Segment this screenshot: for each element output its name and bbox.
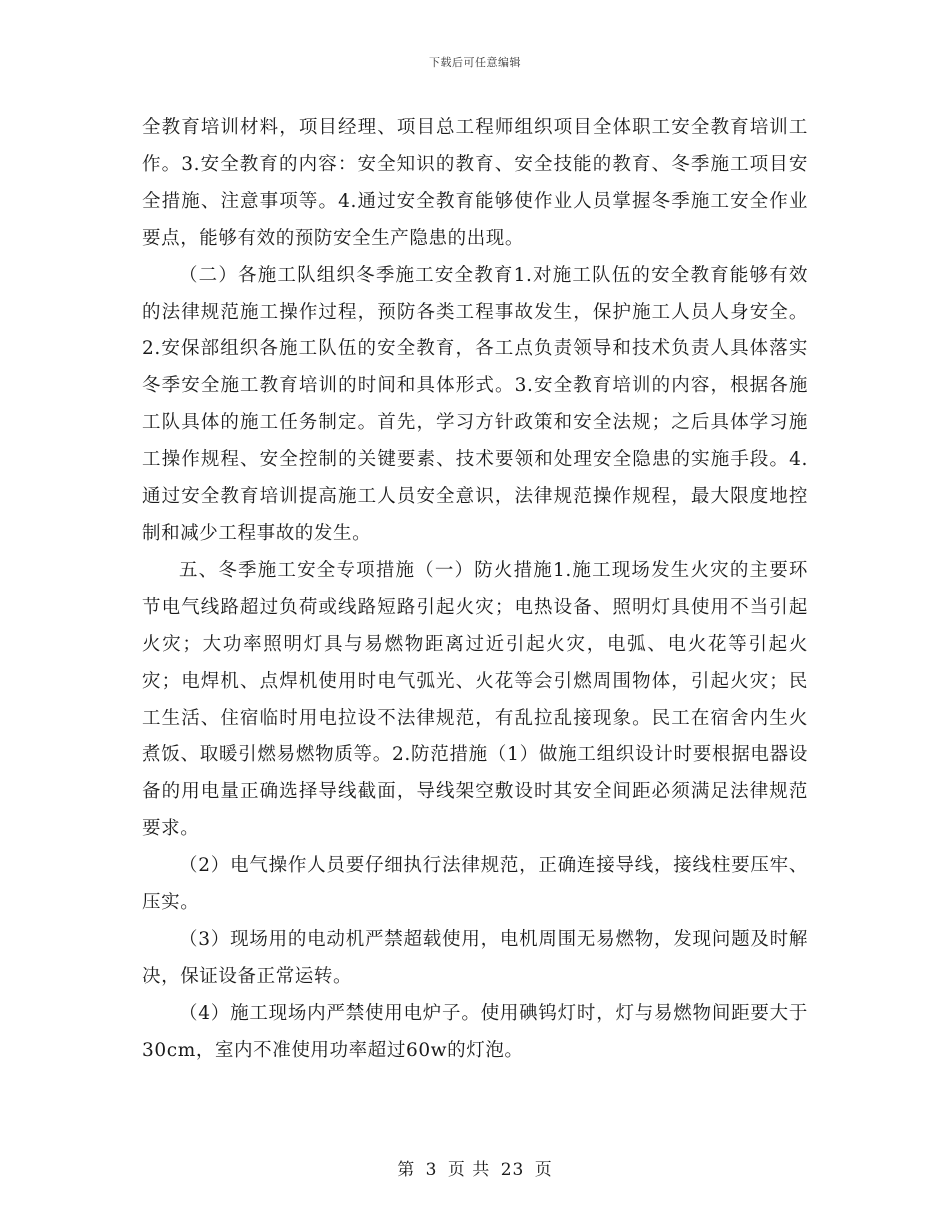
footer-page-number: 3 (425, 1160, 438, 1180)
paragraph-6: （4）施工现场内严禁使用电炉子。使用碘钨灯时，灯与易燃物间距要大于30cm，室内不准使用功率超过60w的灯泡。 (142, 1002, 808, 1061)
page-header: 下载后可任意编辑 (429, 56, 521, 69)
paragraph-1: 全教育培训材料，项目经理、项目总工程师组织项目全体职工安全教育培训工作。3.安全教育的内容：安全知识的教育、安全技能的教育、冬季施工项目安全措施、注意事项等。4.通过安全教育能够使作业人员掌握冬季施工安全作业要点，能够有效的预防安全生产隐患的出现。 (142, 117, 808, 249)
footer-suffix: 页 (534, 1160, 553, 1180)
page-footer (0, 1155, 950, 1180)
paragraph-2: （二）各施工队组织冬季施工安全教育1.对施工队伍的安全教育能够有效的法律规范施工操作过程，预防各类工程事故发生，保护施工人员人身安全。2.安保部组织各施工队伍的安全教育，各工点负责领导和技术负责人具体落实冬季安全施工教育培训的时间和具体形式。3.安全教育培训的内容，根据各施工队具体的施工任务制定。首先，学习方针政策和安全法规；之后具体学习施工操作规程、安全控制的关键要素、技术要领和处理安全隐患的实施手段。4.通过安全教育培训提高施工人员安全意识，法律规范操作规程，最大限度地控制和减少工程事故的发生。 (142, 264, 808, 544)
footer-middle: 页 共 (447, 1160, 491, 1180)
document-body (142, 110, 808, 1070)
footer-total-pages: 23 (500, 1160, 525, 1180)
paragraph-5: （3）现场用的电动机严禁超载使用，电机周围无易燃物，发现问题及时解决，保证设备正常运转。 (142, 928, 808, 987)
footer-prefix: 第 (397, 1160, 416, 1180)
paragraph-3: 五、冬季施工安全专项措施（一）防火措施1.施工现场发生火灾的主要环节电气线路超过负荷或线路短路引起火灾；电热设备、照明灯具使用不当引起火灾；大功率照明灯具与易燃物距离过近引起火灾，电弧、电火花等引起火灾；电焊机、点焊机使用时电气弧光、火花等会引燃周围物体，引起火灾；民工生活、住宿临时用电拉设不法律规范，有乱拉乱接现象。民工在宿舍内生火煮饭、取暖引燃易燃物质等。2.防范措施（1）做施工组织设计时要根据电器设备的用电量正确选择导线截面，导线架空敷设时其安全间距必须满足法律规范要求。 (142, 559, 808, 840)
paragraph-4: （2）电气操作人员要仔细执行法律规范，正确连接导线，接线柱要压牢、压实。 (142, 855, 808, 914)
